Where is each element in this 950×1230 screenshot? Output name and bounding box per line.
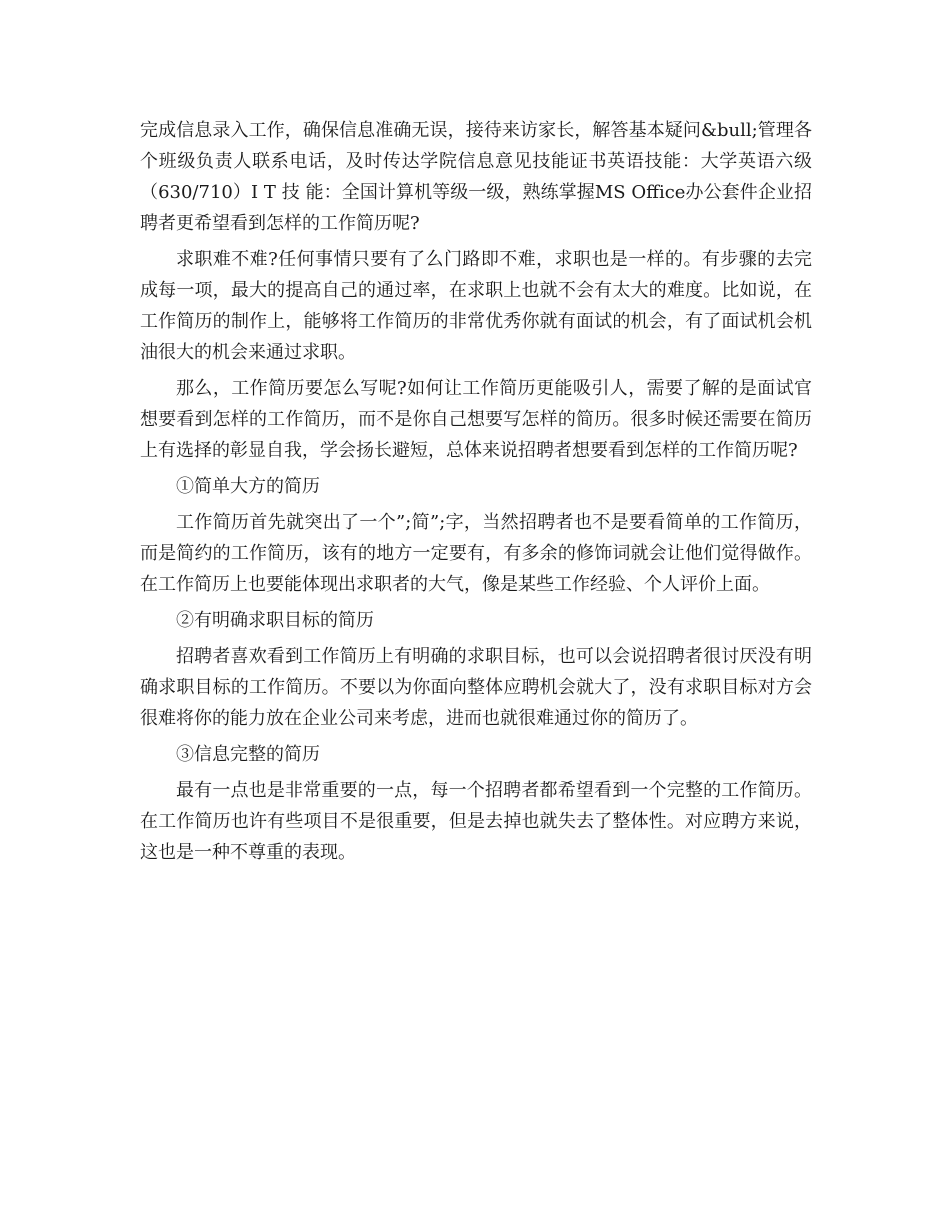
paragraph-goal: 招聘者喜欢看到工作简历上有明确的求职目标，也可以会说招聘者很讨厌没有明确求职目标的工作简历。不要以为你面向整体应聘机会就大了，没有求职目标对方会很难将你的能力放在企业公司来考虑，进而也就很难通过你的简历了。 <box>140 646 812 729</box>
section-heading-goal: ②有明确求职目标的简历 <box>176 610 374 631</box>
paragraph-simple: 工作简历首先就突出了一个”;简”;字，当然招聘者也不是要看简单的工作简历，而是简约的工作简历，该有的地方一定要有，有多余的修饰词就会让他们觉得做作。在工作简历上也要能体现出求职者的大气，像是某些工作经验、个人评价上面。 <box>140 512 812 595</box>
paragraph-job-hunting: 求职难不难?任何事情只要有了么门路即不难，求职也是一样的。有步骤的去完成每一项，最大的提高自己的通过率，在求职上也就不会有太大的难度。比如说，在工作简历的制作上，能够将工作简历的非常优秀你就有面试的机会，有了面试机会机油很大的机会来通过求职。 <box>140 249 812 363</box>
section-heading-complete: ③信息完整的简历 <box>176 744 320 765</box>
paragraph-intro: 完成信息录入工作，确保信息准确无误，接待来访家长，解答基本疑问&bull;管理各个班级负责人联系电话，及时传达学院信息意见技能证书英语技能：大学英语六级（630/710）I T 技 能：全国计算机等级一级，熟练掌握MS Office办公套件企业招聘者更希望看到怎样的工作简历呢? <box>140 120 812 234</box>
paragraph-how-to-write: 那么，工作简历要怎么写呢?如何让工作简历更能吸引人，需要了解的是面试官想要看到怎样的工作简历，而不是你自己想要写怎样的简历。很多时候还需要在简历上有选择的彰显自我，学会扬长避短，总体来说招聘者想要看到怎样的工作简历呢? <box>140 378 812 461</box>
paragraph-complete: 最有一点也是非常重要的一点，每一个招聘者都希望看到一个完整的工作简历。在工作简历也许有些项目不是很重要，但是去掉也就失去了整体性。对应聘方来说，这也是一种不尊重的表现。 <box>140 780 812 863</box>
document-body <box>140 115 812 873</box>
section-heading-simple: ①简单大方的简历 <box>176 476 320 497</box>
